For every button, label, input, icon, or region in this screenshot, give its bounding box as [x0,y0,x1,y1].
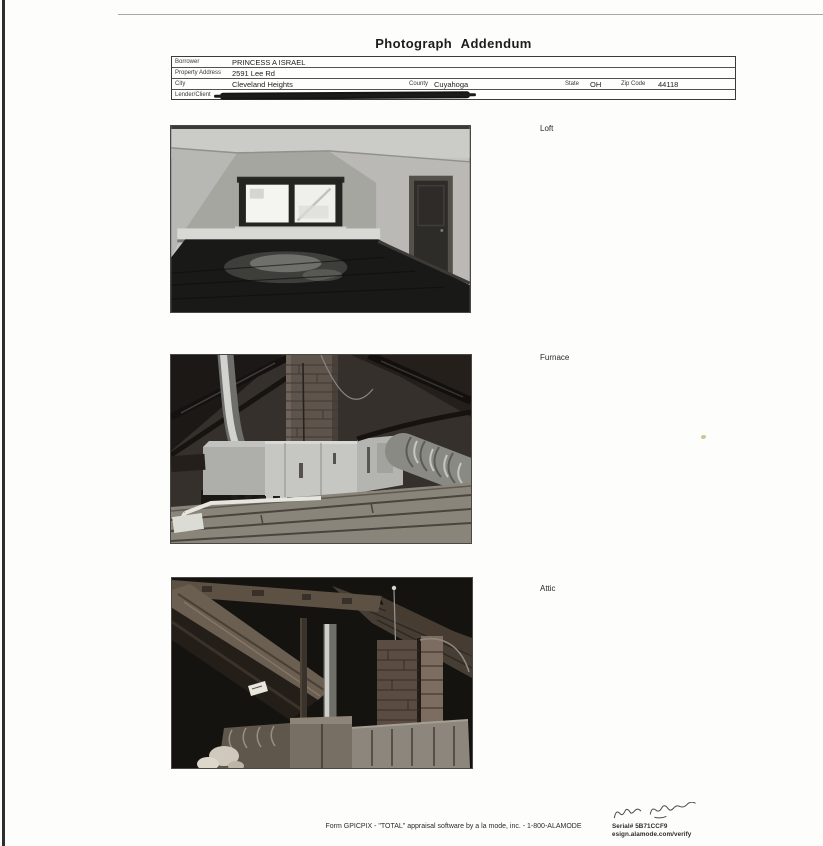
photo-furnace [170,354,472,544]
furnace-photo-graphic [171,355,471,543]
loft-photo-graphic [171,126,470,312]
photo-label-furnace: Furnace [540,353,570,362]
table-row-property-address [172,68,735,79]
footer-form-line: Form GPICPIX - "TOTAL" appraisal software by a la mode, inc. - 1-800-ALAMODE [325,823,582,830]
county-label: County [409,80,429,87]
lender-client-label: Lender/Client [175,91,211,98]
serial-number: Serial# 5B71CCF9 [612,823,668,830]
page-title: Photograph Addendum [375,36,532,51]
borrower-value: PRINCESS A ISRAEL [232,57,306,67]
property-info-table [171,56,736,100]
photo-label-loft: Loft [540,124,554,133]
table-row-city [172,79,735,90]
property-address-value: 2591 Lee Rd [232,68,275,78]
zip-code-label: Zip Code [621,80,646,87]
signature [610,802,706,820]
county-value: Cuyahoga [434,79,469,89]
borrower-label: Borrower [175,58,200,65]
photo-loft [170,125,471,313]
property-address-label: Property Address [175,69,222,76]
state-value: OH [590,79,602,89]
stray-ink-mark [701,435,706,439]
photo-attic [171,577,473,769]
table-row-lender-client [172,90,735,100]
esign-verify-url: esign.alamode.com/verify [612,831,692,838]
photo-label-attic: Attic [540,584,556,593]
scan-artifact-top-line [118,14,823,15]
state-label: State [565,80,580,87]
zip-code-value: 44118 [658,79,679,89]
table-row-borrower [172,57,735,68]
redacted-lender-client-value [220,91,470,99]
city-label: City [175,80,186,87]
city-value: Cleveland Heights [232,79,293,89]
scan-artifact-left-edge [2,0,5,846]
attic-photo-graphic [172,578,472,768]
